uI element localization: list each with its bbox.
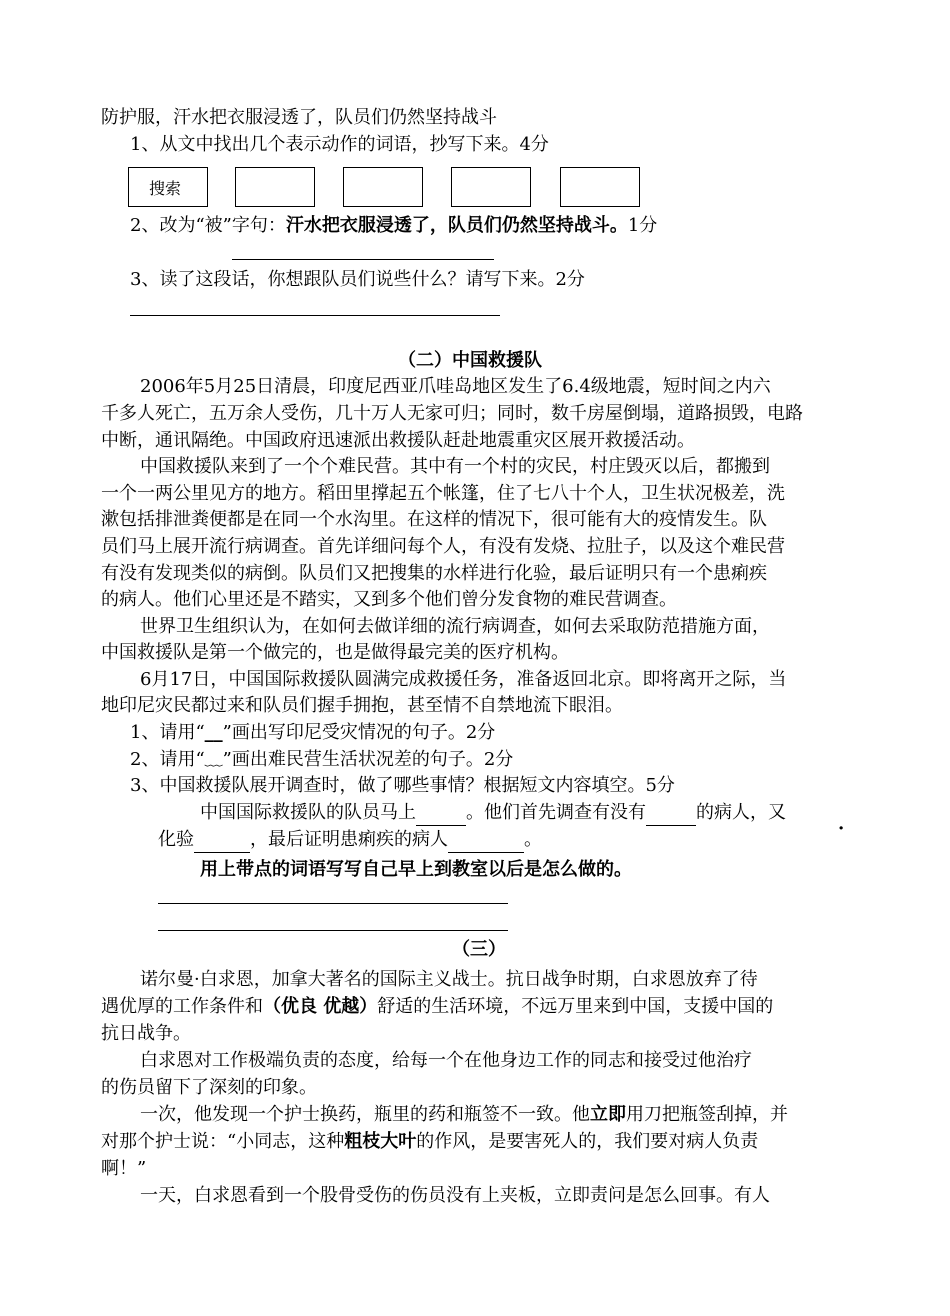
bold-word: 粗枝大叶 (344, 1131, 417, 1152)
para-line: 6月17日，中国国际救援队圆满完成救援任务，准备返回北京。即将离开之际，当 (140, 669, 787, 690)
section-2-title: （二）中国救援队 (398, 350, 542, 371)
section-2-question-3: 3、中国救援队展开调查时，做了哪些事情？根据短文内容填空。5分 (130, 775, 675, 796)
answer-box-1[interactable] (128, 167, 208, 207)
question-3: 3、读了这段话，你想跟队员们说些什么？请写下来。2分 (130, 269, 585, 290)
section-3-title: （三） (452, 939, 506, 960)
para-line: 2006年5月25日清晨，印度尼西亚爪哇岛地区发生了6.4级地震，短时间之内六 (140, 376, 771, 397)
para-line: 中国救援队来到了一个个难民营。其中有一个村的灾民，村庄毁灭以后，都搬到 (140, 456, 770, 477)
answer-box-2[interactable] (235, 167, 315, 207)
fill-in-line-1: 中国国际救援队的队员马上 。他们首先调查有没有 的病人，又 (200, 801, 786, 826)
section-2-question-1: 1、请用“__”画出写印尼受灾情况的句子。2分 (130, 722, 496, 743)
para-line: 抗日战争。 (101, 1023, 191, 1044)
blank-4[interactable] (448, 828, 524, 853)
answer-box-5[interactable] (560, 167, 640, 207)
para-line: 中国救援队是第一个做完的，也是做得最完美的医疗机构。 (101, 642, 569, 663)
answer-line-q2[interactable] (232, 259, 494, 260)
writing-task: 用上带点的词语写写自己早上到教室以后是怎么做的。 (200, 859, 632, 880)
fill-in-line-2: 化验 ，最后证明患痢疾的病人 。 (158, 828, 542, 853)
para-line: 的病人。他们心里还是不踏实，又到多个他们曾分发食物的难民营调查。 (101, 589, 677, 610)
para-line: 一次，他发现一个护士换药，瓶里的药和瓶签不一致。他立即用刀把瓶签刮掉，并 (140, 1104, 788, 1125)
answer-line-task-1[interactable] (158, 903, 508, 904)
para-line: 有没有发现类似的病倒。队员们又把搜集的水样进行化验，最后证明只有一个患痢疾 (101, 563, 767, 584)
para-line: 的伤员留下了深刻的印象。 (101, 1077, 317, 1098)
answer-line-task-2[interactable] (158, 930, 508, 931)
para-line: 漱包括排泄粪便都是在同一个水沟里。在这样的情况下，很可能有大的疫情发生。队 (101, 509, 767, 530)
section-2-question-2: 2、请用“﹏”画出难民营生活状况差的句子。2分 (130, 749, 514, 770)
para-line: 一天，白求恩看到一个股骨受伤的伤员没有上夹板，立即责问是怎么回事。有人 (140, 1185, 770, 1206)
continued-text: 防护服，汗水把衣服浸透了，队员们仍然坚持战斗 (101, 107, 497, 128)
answer-box-1-text: 搜索 (149, 179, 182, 198)
answer-box-3[interactable] (343, 167, 423, 207)
para-line: 千多人死亡，五万余人受伤，几十万人无家可归；同时，数千房屋倒塌，道路损毁，电路 (101, 403, 803, 424)
para-line: 诺尔曼·白求恩，加拿大著名的国际主义战士。抗日战争时期，白求恩放弃了待 (140, 969, 758, 990)
blank-2[interactable] (646, 801, 696, 826)
para-line: 对那个护士说：“小同志，这种粗枝大叶的作风，是要害死人的，我们要对病人负责 (101, 1131, 759, 1152)
para-line: 中断，通讯隔绝。中国政府迅速派出救援队赶赴地震重灾区展开救援活动。 (101, 430, 695, 451)
question-2: 2、改为“被”字句：汗水把衣服浸透了，队员们仍然坚持战斗。1分 (130, 215, 658, 236)
question-1: 1、从文中找出几个表示动作的词语，抄写下来。4分 (130, 134, 549, 155)
para-line: 白求恩对工作极端负责的态度，给每一个在他身边工作的同志和接受过他治疗 (140, 1050, 752, 1071)
blank-1[interactable] (416, 801, 466, 826)
blank-3[interactable] (194, 828, 250, 853)
para-line: 世界卫生组织认为，在如何去做详细的流行病调查，如何去采取防范措施方面， (140, 616, 770, 637)
para-line: 啊！” (101, 1158, 147, 1179)
para-line: 遇优厚的工作条件和（优良 优越）舒适的生活环境，不远万里来到中国，支援中国的 (101, 996, 774, 1017)
word-choice: （优良 优越） (263, 996, 378, 1017)
question-2-sentence: 汗水把衣服浸透了，队员们仍然坚持战斗。 (285, 215, 628, 236)
answer-box-4[interactable] (451, 167, 531, 207)
dotted-word: 又 (768, 802, 786, 823)
bold-word: 立即 (590, 1104, 626, 1125)
answer-line-q3[interactable] (130, 315, 500, 316)
para-line: 一个一两公里见方的地方。稻田里撑起五个帐篷，住了七八十个人，卫生状况极差，洗 (101, 483, 785, 504)
para-line: 地印尼灾民都过来和队员们握手拥抱，甚至情不自禁地流下眼泪。 (101, 695, 623, 716)
para-line: 员们马上展开流行病调查。首先详细问每个人，有没有发烧、拉肚子，以及这个难民营 (101, 536, 785, 557)
emphasis-dot: · (838, 818, 845, 839)
